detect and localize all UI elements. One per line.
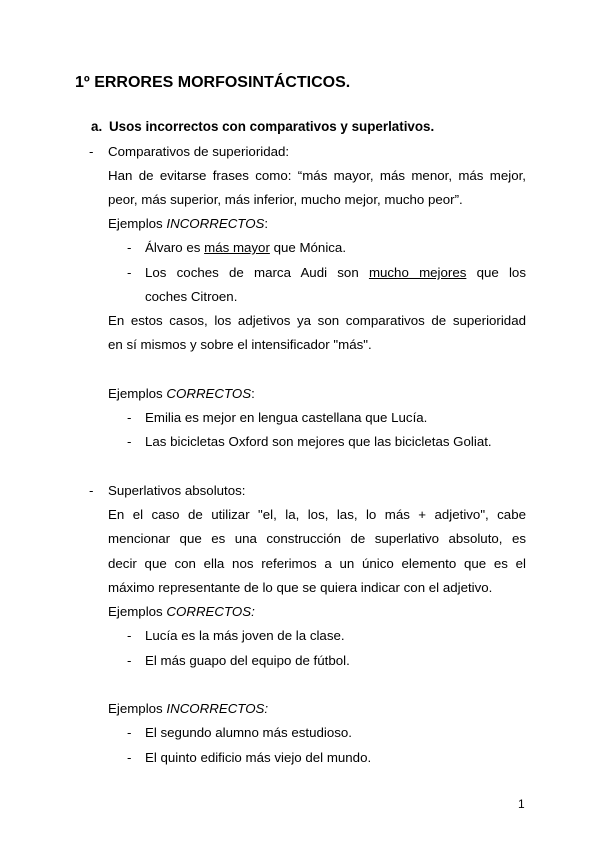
- superlativos-para-line1: En el caso de utilizar "el, la, los, las, lo más + adjetivo", cabe: [108, 507, 526, 522]
- list-item: El más guapo del equipo de fútbol.: [145, 653, 350, 668]
- examples-prefix: Ejemplos: [108, 216, 167, 231]
- bullet-dash: -: [89, 144, 94, 159]
- comparativos-explain-line2: en sí mismos y sobre el intensificador "más".: [108, 337, 372, 352]
- section-heading: [91, 119, 434, 134]
- superlativos-correct-heading: Ejemplos CORRECTOS:: [108, 604, 255, 619]
- list-dash: -: [127, 750, 132, 765]
- list-item: Lucía es la más joven de la clase.: [145, 628, 345, 643]
- list-item: Las bicicletas Oxford son mejores que las bicicletas Goliat.: [145, 434, 492, 449]
- list-dash: -: [127, 653, 132, 668]
- bullet-dash: -: [89, 483, 94, 498]
- section-marker: a.: [91, 119, 103, 134]
- comparativos-label: Comparativos de superioridad:: [108, 144, 290, 159]
- list-dash: -: [127, 434, 132, 449]
- list-item: Los coches de marca Audi son mucho mejores que los: [145, 265, 526, 280]
- comparativos-explain-line1: En estos casos, los adjetivos ya son comparativos de superioridad: [108, 313, 526, 328]
- superlativos-incorrect-heading: Ejemplos INCORRECTOS:: [108, 701, 269, 716]
- underlined-error: más mayor: [204, 240, 270, 255]
- comparativos-correct-heading: Ejemplos CORRECTOS:: [108, 386, 255, 401]
- comparativos-intro-line2: peor, más superior, más inferior, mucho mejor, mucho peor”.: [108, 192, 463, 207]
- page-title: 1º ERRORES MORFOSINTÁCTICOS.: [75, 74, 351, 91]
- list-item-continuation: coches Citroen.: [145, 289, 238, 304]
- list-dash: -: [127, 725, 132, 740]
- list-dash: -: [127, 265, 132, 280]
- correct-label: CORRECTOS: [166, 386, 252, 401]
- list-item: Álvaro es más mayor que Mónica.: [145, 240, 347, 255]
- list-item: El quinto edificio más viejo del mundo.: [145, 750, 372, 765]
- list-item: Emilia es mejor en lengua castellana que Lucía.: [145, 410, 428, 425]
- comparativos-incorrect-heading: [108, 216, 268, 232]
- incorrect-label: INCORRECTOS:: [166, 701, 269, 716]
- list-item: El segundo alumno más estudioso.: [145, 725, 352, 740]
- underlined-error: mucho mejores: [368, 265, 467, 280]
- list-dash: -: [127, 240, 132, 255]
- superlativos-label: Superlativos absolutos:: [108, 483, 246, 498]
- colon: :: [264, 216, 269, 231]
- superlativos-para-line2: mencionar que es una construcción de superlativo absoluto, es: [108, 531, 526, 546]
- incorrect-label: INCORRECTOS: [166, 216, 265, 231]
- list-dash: -: [127, 410, 132, 425]
- section-heading-text: Usos incorrectos con comparativos y superlativos.: [109, 119, 435, 134]
- correct-label: CORRECTOS:: [166, 604, 255, 619]
- superlativos-para-line4: máximo representante de lo que se quiera indicar con el adjetivo.: [108, 580, 493, 595]
- list-dash: -: [127, 628, 132, 643]
- superlativos-para-line3: decir que con ella nos referimos a un único elemento que es el: [108, 556, 526, 571]
- comparativos-intro-line1: Han de evitarse frases como: “más mayor, más menor, más mejor,: [108, 168, 526, 183]
- page-number: 1: [518, 797, 525, 811]
